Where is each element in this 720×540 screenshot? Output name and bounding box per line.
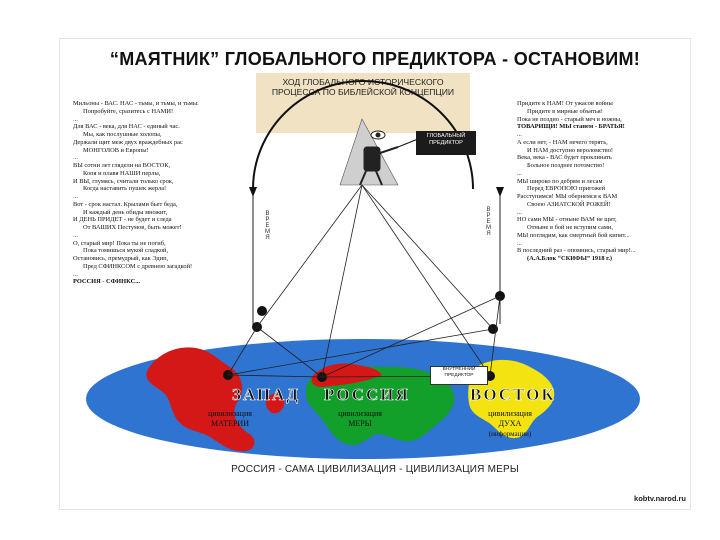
poem-line: Пока не поздно - старый меч в ножны, <box>517 115 622 123</box>
poem-line: ... <box>517 169 522 177</box>
region-russia-label: РОССИЯ <box>324 385 410 404</box>
poem-line: МЫ широко по дебрям и лесам <box>517 177 603 185</box>
time-label-right <box>484 207 492 240</box>
poem-line: Для ВАС - века, для НАС - единый час. <box>73 123 180 131</box>
poem-line: Придите в мирные объятья! <box>527 107 603 115</box>
poem-line: ТОВАРИЩИ! МЫ станем - БРАТЬЯ! <box>517 123 625 131</box>
time-label-left <box>263 211 271 244</box>
poem-line: ... <box>73 231 78 239</box>
poem-line: ... <box>73 270 78 278</box>
inner-predictor-line-2: ПРЕДИКТОР <box>444 373 474 378</box>
region-west-label: ЗАПАД <box>232 385 301 404</box>
bottom-caption: РОССИЯ - САМА ЦИВИЛИЗАЦИЯ - ЦИВИЛИЗАЦИЯ МЕРЫ <box>231 464 519 475</box>
poem-left <box>73 100 199 286</box>
poem-line: И каждый день обиды множит, <box>83 208 168 216</box>
poem-line: В последний раз - опомнись, старый мир!... <box>517 247 636 255</box>
poem-line: ... <box>73 154 78 162</box>
poem-line: ... <box>73 193 78 200</box>
poem-line: Своею АЗИАТСКОЙ РОЖЕЙ! <box>527 200 611 208</box>
poem-line: Остановись, премудрый, как Эдип, <box>73 255 169 262</box>
poem-line: И ДЕНЬ ПРИДЕТ - не будет и следа <box>73 216 172 224</box>
poem-right <box>517 100 636 263</box>
poem-line: Вот - срок настал. Крылами бьет беда, <box>73 200 178 208</box>
poem-line: От ВАШИХ Пестумов, быть может! <box>83 224 182 231</box>
time-arrow-left <box>249 187 257 197</box>
poem-line: Попробуйте, сразитесь с НАМИ! <box>83 107 174 115</box>
global-predictor-box <box>416 131 476 155</box>
poem-line: МЫ поглядим, как смертный бой кипит... <box>517 231 630 239</box>
poem-line: (А.А.Блок “СКИФЫ” 1918 г.) <box>527 255 613 262</box>
poem-line: Века, века - ВАС будет проклинать <box>517 154 612 162</box>
poem-line: Пред СФИНКСОМ с древнею загадкой! <box>83 262 193 270</box>
inner-predictor-line-1: ВНУТРЕННИЙ <box>442 367 476 372</box>
civ-russia-line2: МЕРЫ <box>348 419 372 428</box>
page-title: “МАЯТНИК” ГЛОБАЛЬНОГО ПРЕДИКТОРА - ОСТАНОВИМ! <box>109 49 641 69</box>
civ-east-line1: цивилизация <box>488 409 532 418</box>
poem-line: МОНГОЛОВ и Европы! <box>83 146 149 154</box>
region-east-label: ВОСТОК <box>470 385 556 404</box>
poem-line: Держали щит меж двух враждебных рас <box>73 138 183 146</box>
panel-line-1: ХОД ГЛОБАЛЬНОГО ИСТОРИЧЕСКОГО <box>282 77 444 87</box>
poem-line: Перед ЕВРОПОЮ пригожей <box>527 185 606 193</box>
civ-west-line2: МАТЕРИИ <box>211 419 249 428</box>
civ-east-line3: (информации) <box>488 430 532 438</box>
poem-line: ... <box>517 131 522 138</box>
poem-line: ... <box>517 208 522 216</box>
global-predictor-line-2: ПРЕДИКТОР <box>429 140 463 146</box>
civ-russia-line1: цивилизация <box>338 409 382 418</box>
poem-line: ВЫ сотни лет глядели на ВОСТОК, <box>73 162 171 169</box>
poem-line: Мильоны - ВАС. НАС - тьмы, и тьмы, и тьмы. <box>73 100 199 107</box>
poem-line: Расступимся! МЫ обернемся к ВАМ <box>517 193 618 200</box>
poem-line: ... <box>73 115 78 123</box>
poem-line: И ВЫ, глумясь, считали только срок, <box>73 177 174 185</box>
poem-line: И НАМ доступно вероломство! <box>527 146 614 154</box>
poem-line: Когда наставить пушек жерла! <box>83 185 167 193</box>
poem-line: О, старый мир! Пока ты не погиб, <box>73 239 166 247</box>
poem-line: Придите к НАМ! От ужасов войны <box>517 100 613 107</box>
poem-line: Мы, как послушные холопы, <box>83 131 162 138</box>
poem-line: Больное позднее потомство! <box>527 162 605 169</box>
predictor-pointer <box>398 139 418 147</box>
time-label-left-text: ВРЕМЯ <box>264 211 271 241</box>
site-label: kobtv.narod.ru <box>634 494 686 503</box>
poem-line: НО сами МЫ - отныне ВАМ не щит, <box>517 216 617 224</box>
panel-line-2: ПРОЦЕССА ПО БИБЛЕЙСКОЙ КОНЦЕПЦИИ <box>271 87 455 97</box>
slide <box>59 38 691 510</box>
time-label-right-text: ВРЕМЯ <box>485 207 492 237</box>
poem-line: РОССИЯ - СФИНКС... <box>73 278 140 286</box>
inner-predictor-box <box>430 366 488 385</box>
global-predictor-line-1: ГЛОБАЛЬНЫЙ <box>426 133 466 139</box>
civ-east-line2: ДУХА <box>498 419 522 428</box>
node-left-arc <box>257 306 267 316</box>
civ-west-line1: цивилизация <box>208 409 252 418</box>
poem-line: Пока томишься мукой сладкой, <box>83 247 169 255</box>
poem-line: А если нет, - НАМ нечего терять, <box>517 138 608 146</box>
poem-line: ... <box>517 239 522 247</box>
poem-line: Копя и плавя НАШИ перлы, <box>83 169 161 177</box>
poem-line: Отныне в бой не вступим сами, <box>527 224 613 231</box>
time-arrow-right <box>496 187 504 197</box>
